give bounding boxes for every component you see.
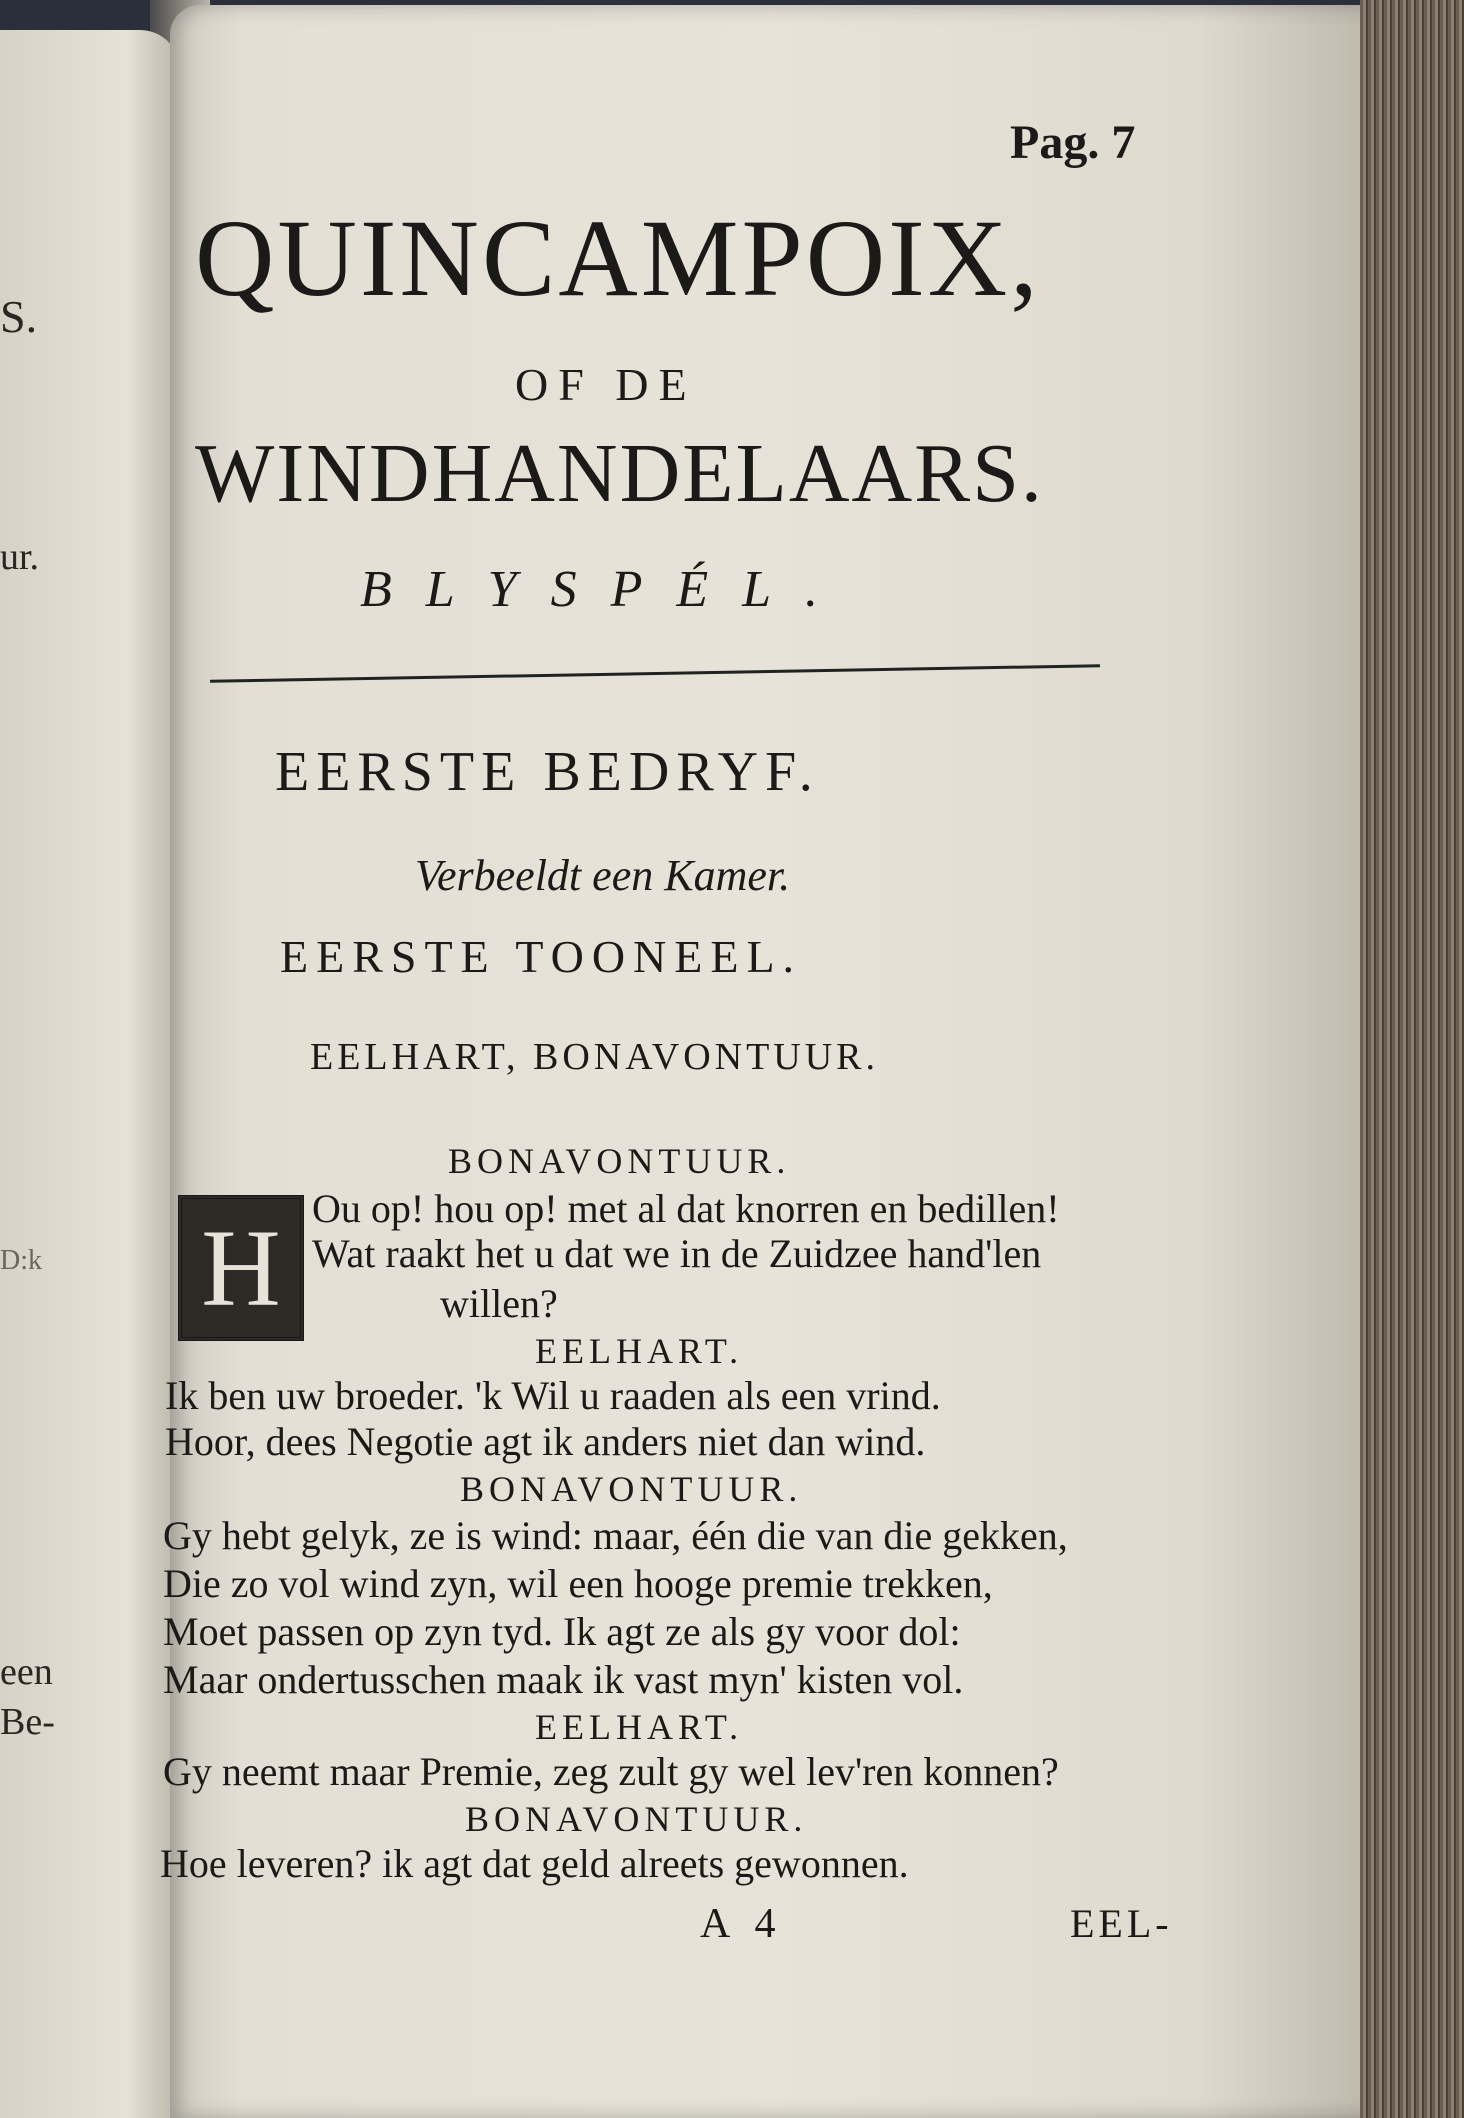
verse-line: Ik ben uw broeder. 'k Wil u raaden als een vrind. (165, 1373, 941, 1418)
catchword: EEL- (1070, 1901, 1173, 1946)
verse-line: Die zo vol wind zyn, wil een hooge premie trekken, (163, 1561, 993, 1606)
signature-mark: A 4 (700, 1901, 784, 1947)
left-page-fragment: ur. (0, 536, 40, 578)
genre-label: BLYSPÉL. (360, 561, 853, 618)
setting-line: Verbeeldt een Kamer. (415, 851, 791, 900)
speaker-name: EELHART. (535, 1331, 744, 1371)
title-line-2: OF DE (515, 359, 697, 410)
page-edges (1360, 0, 1464, 2118)
scene-heading: EERSTE TOONEEL. (280, 931, 803, 982)
verse-line: Ou op! hou op! met al dat knorren en bedillen! (312, 1186, 1060, 1231)
character-list: EELHART, BONAVONTUUR. (310, 1036, 880, 1078)
verse-line: Gy neemt maar Premie, zeg zult gy wel lev'ren konnen? (163, 1749, 1059, 1794)
left-page (0, 30, 180, 2118)
left-page-fragment: een (0, 1651, 53, 1693)
decorated-initial (178, 1195, 304, 1341)
act-heading: EERSTE BEDRYF. (275, 741, 820, 803)
page-number: Pag. 7 (1010, 116, 1136, 169)
speaker-name: BONAVONTUUR. (448, 1141, 791, 1181)
initial-letter: H (201, 1207, 281, 1329)
speaker-name: EELHART. (535, 1707, 744, 1747)
speaker-name: BONAVONTUUR. (460, 1469, 803, 1509)
left-page-fragment: S. (0, 291, 38, 342)
verse-line: Maar ondertusschen maak ik vast myn' kisten vol. (163, 1657, 964, 1702)
speaker-name: BONAVONTUUR. (465, 1799, 808, 1839)
verse-line: Moet passen op zyn tyd. Ik agt ze als gy voor dol: (163, 1609, 961, 1654)
left-page-fragment: Be- (0, 1701, 55, 1743)
left-page-fragment: D:k (0, 1245, 42, 1276)
title-line-1: QUINCAMPOIX, (195, 197, 1041, 319)
verse-line: Gy hebt gelyk, ze is wind: maar, één die van die gekken, (163, 1513, 1068, 1558)
verse-line: Hoe leveren? ik agt dat geld alreets gewonnen. (160, 1841, 909, 1886)
verse-line: Wat raakt het u dat we in de Zuidzee hand'len (312, 1231, 1042, 1276)
verse-line: willen? (440, 1281, 558, 1326)
verse-line: Hoor, dees Negotie agt ik anders niet dan wind. (165, 1419, 926, 1464)
title-line-3: WINDHANDELAARS. (195, 427, 1044, 520)
